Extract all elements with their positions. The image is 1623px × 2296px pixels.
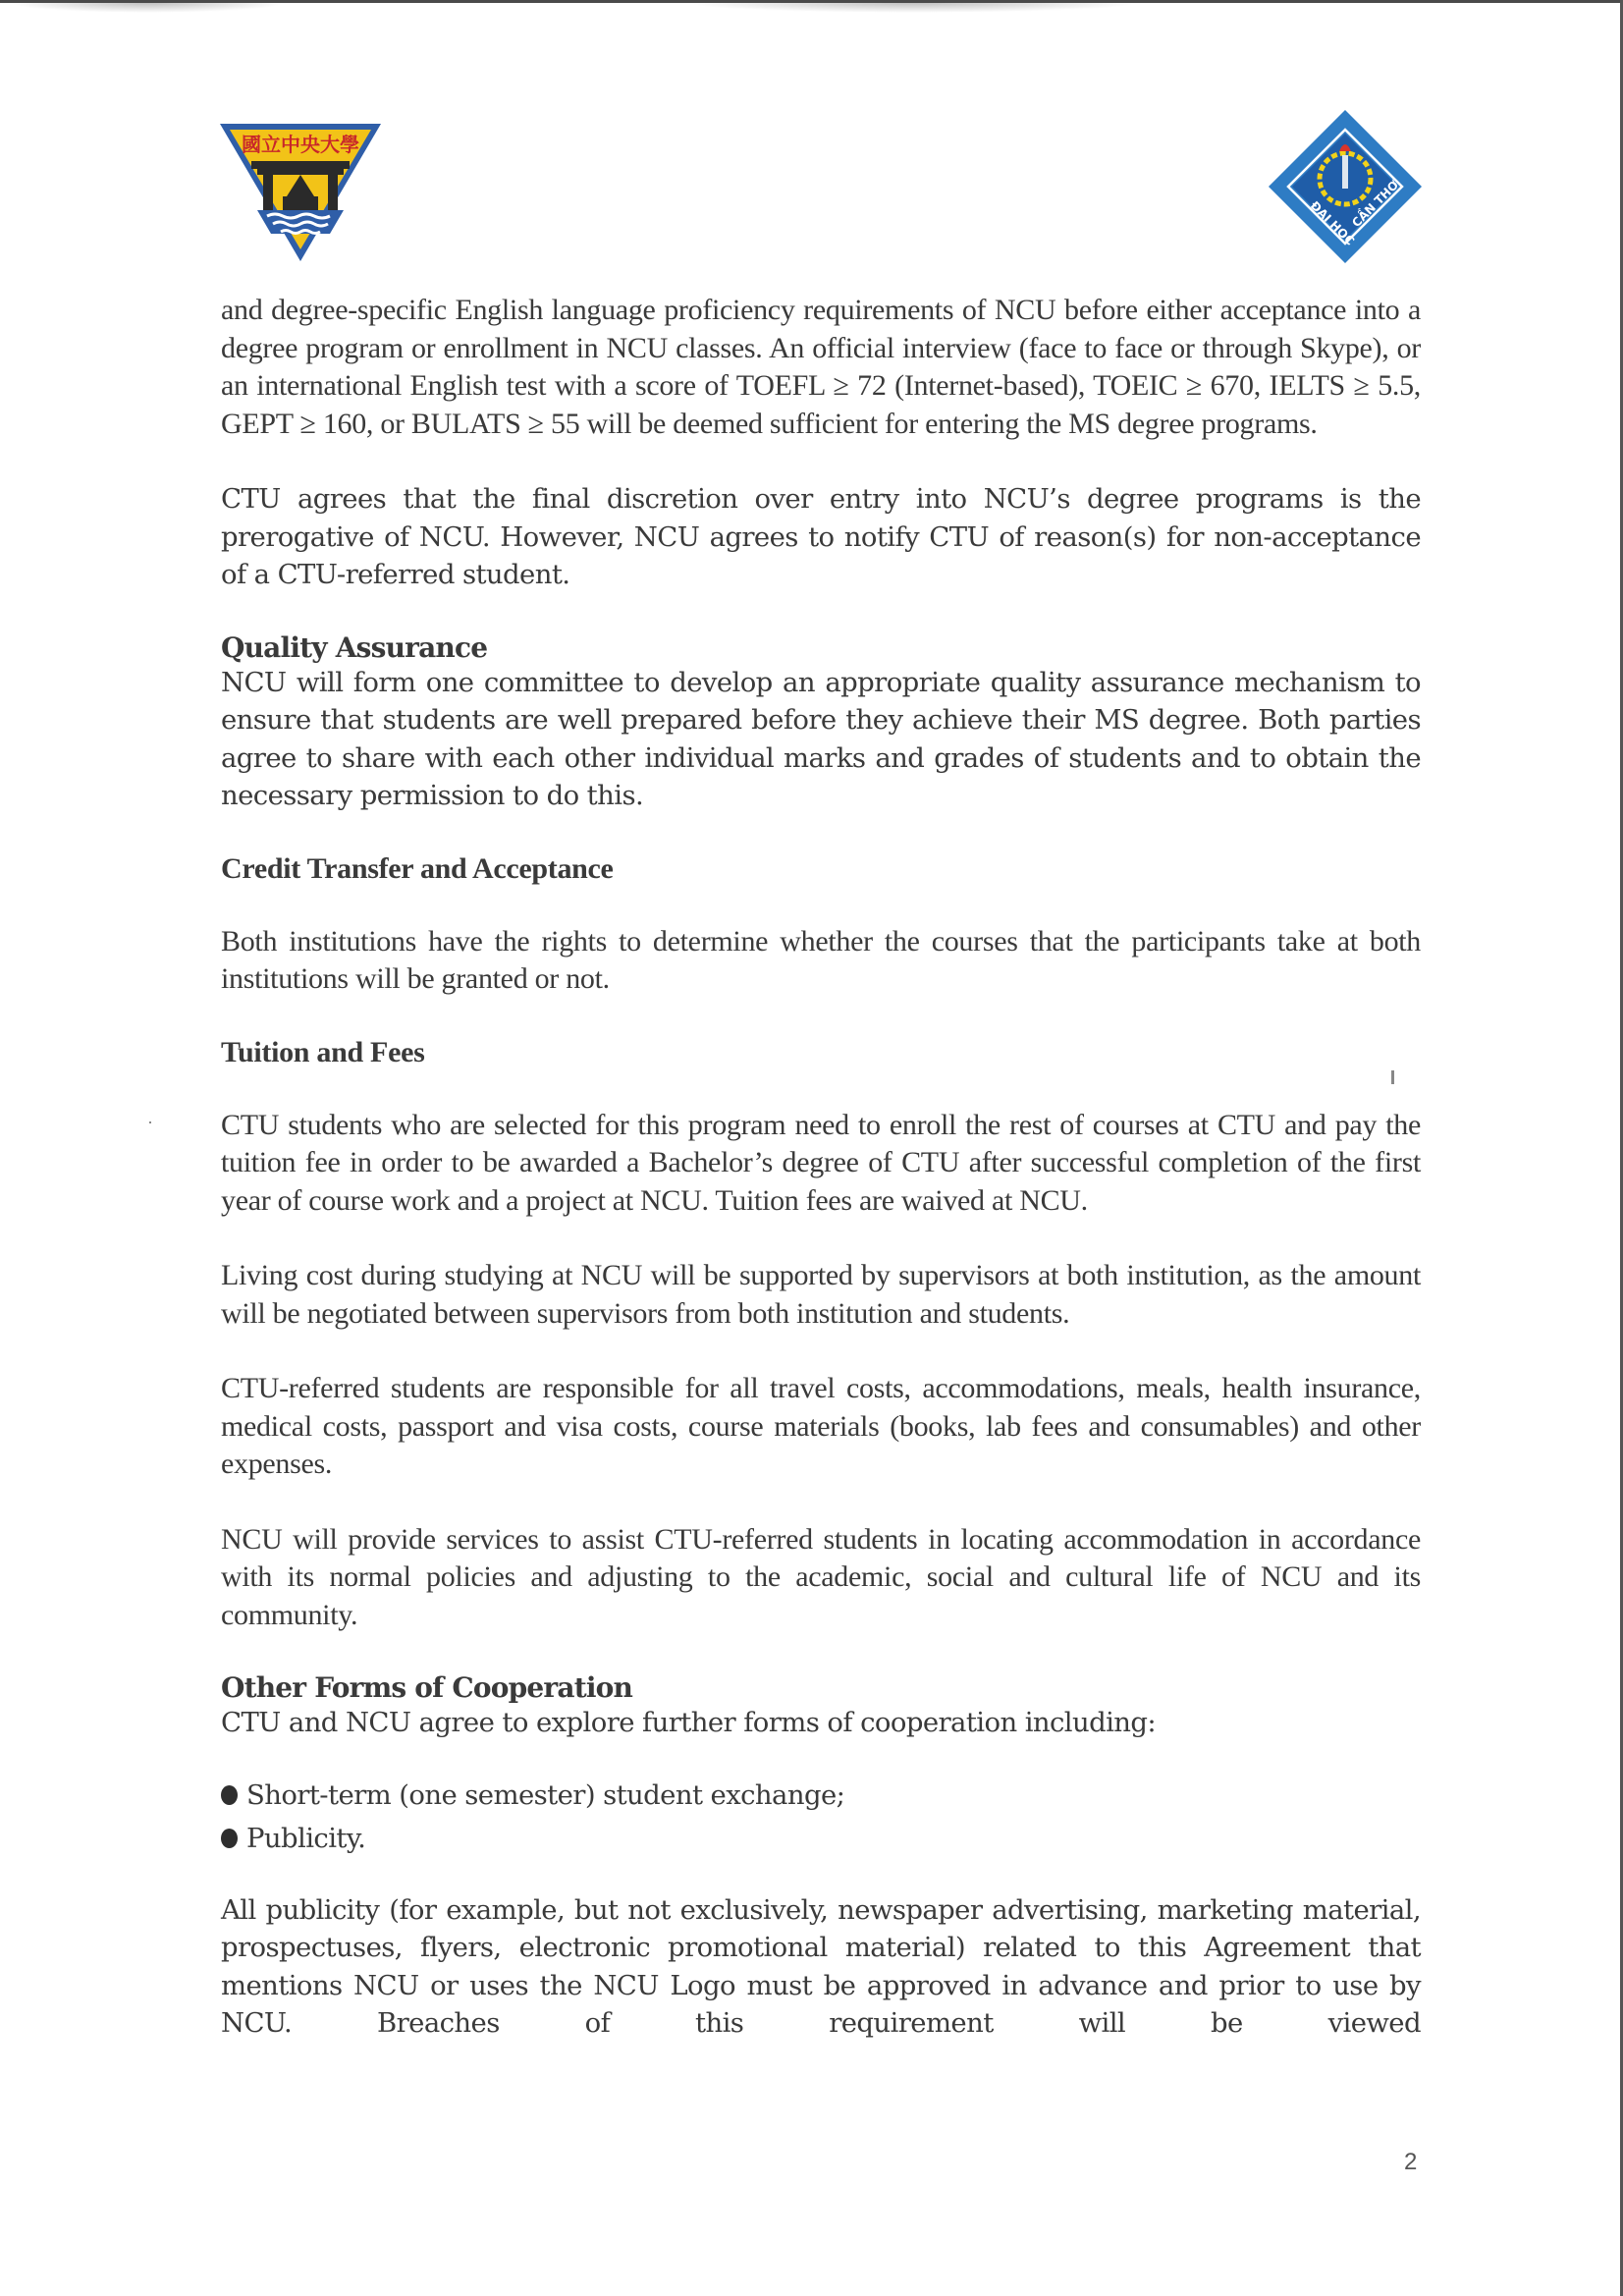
credit-transfer-paragraph: Both institutions have the rights to determine whether the courses that the participants take at both institutions will be granted or not.: [221, 924, 1421, 995]
bullet-item: [221, 1817, 1421, 1860]
ncu-emblem-icon: [218, 122, 383, 263]
ctu-logo-text-left: ĐẠI HỌC: [1307, 198, 1358, 248]
scan-shadow: [687, 3, 1139, 13]
bullet-icon: [221, 1785, 238, 1805]
document-body: [221, 292, 1421, 2043]
credit-transfer-heading: Credit Transfer and Acceptance: [221, 851, 614, 885]
page-number: 2: [1404, 2149, 1418, 2175]
bullet-text: Publicity.: [246, 1822, 366, 1854]
scan-speck: [1391, 1070, 1394, 1084]
cooperation-bullet-list: [221, 1774, 1421, 1860]
tuition-fees-heading: Tuition and Fees: [221, 1035, 425, 1068]
english-requirements-paragraph: and degree-specific English language proficiency requirements of NCU before either acceptance into a degree program or enrollment in NCU classes. An official interview (face to face or through Skype), or an international English test with a score of TOEFL ≥ 72 (Internet-based), TOEIC ≥ 670, IELTS ≥ 5.5, GEPT ≥ 160, or BULATS ≥ 55 will be deemed sufficient for entering the MS degree programs.: [221, 294, 1421, 440]
bullet-item: [221, 1774, 1421, 1817]
bullet-icon: [221, 1829, 238, 1848]
tuition-paragraph-1: CTU students who are selected for this program need to enroll the rest of courses at CTU and pay the tuition fee in order to be awarded a Bachelor’s degree of CTU after successful completion of the first year of course work and a project at NCU. Tuition fees are waived at NCU.: [221, 1108, 1421, 1217]
quality-assurance-paragraph: NCU will form one committee to develop an appropriate quality assurance mechanism to ensure that students are well prepared before they achieve their MS degree. Both parties agree to share with each other individual marks and grades of students and to obtain the necessary permission to do this.: [221, 666, 1421, 811]
tuition-paragraph-4: NCU will provide services to assist CTU-referred students in locating accommodation in accordance with its normal policies and adjusting to the academic, social and cultural life of NCU and its community.: [221, 1522, 1421, 1631]
tuition-paragraph-2: Living cost during studying at NCU will be supported by supervisors at both institution, as the amount will be negotiated between supervisors from both institution and students.: [221, 1259, 1421, 1330]
bullet-text: Short-term (one semester) student exchange;: [246, 1778, 845, 1811]
publicity-paragraph: All publicity (for example, but not exclusively, newspaper advertising, marketing material, prospectuses, flyers, electronic promotional material) related to this Agreement that mentions NCU or uses the NCU Logo must be approved in advance and prior to use by NCU. Breaches of this requirement will be viewed: [221, 1893, 1421, 2039]
scan-shadow: [10, 3, 285, 13]
quality-assurance-heading: Quality Assurance: [221, 630, 488, 664]
discretion-paragraph: CTU agrees that the final discretion over entry into NCU’s degree programs is the prerogative of NCU. However, NCU agrees to notify CTU of reason(s) for non-acceptance of a CTU-referred student.: [221, 483, 1421, 590]
ncu-logo: [218, 122, 383, 263]
tuition-paragraph-3: CTU-referred students are responsible for all travel costs, accommodations, meals, health insurance, medical costs, passport and visa costs, course materials (books, lab fees and consumables) and other expenses.: [221, 1372, 1421, 1480]
ctu-logo: [1267, 108, 1424, 265]
scan-speck: [149, 1121, 151, 1123]
other-cooperation-intro: CTU and NCU agree to explore further forms of cooperation including:: [221, 1707, 1157, 1738]
ctu-logo-text-right: CẦN THƠ: [1349, 178, 1402, 231]
ctu-emblem-icon: [1267, 108, 1424, 265]
ncu-logo-text: 國立中央大學: [242, 133, 359, 156]
other-cooperation-heading: Other Forms of Cooperation: [221, 1671, 633, 1704]
